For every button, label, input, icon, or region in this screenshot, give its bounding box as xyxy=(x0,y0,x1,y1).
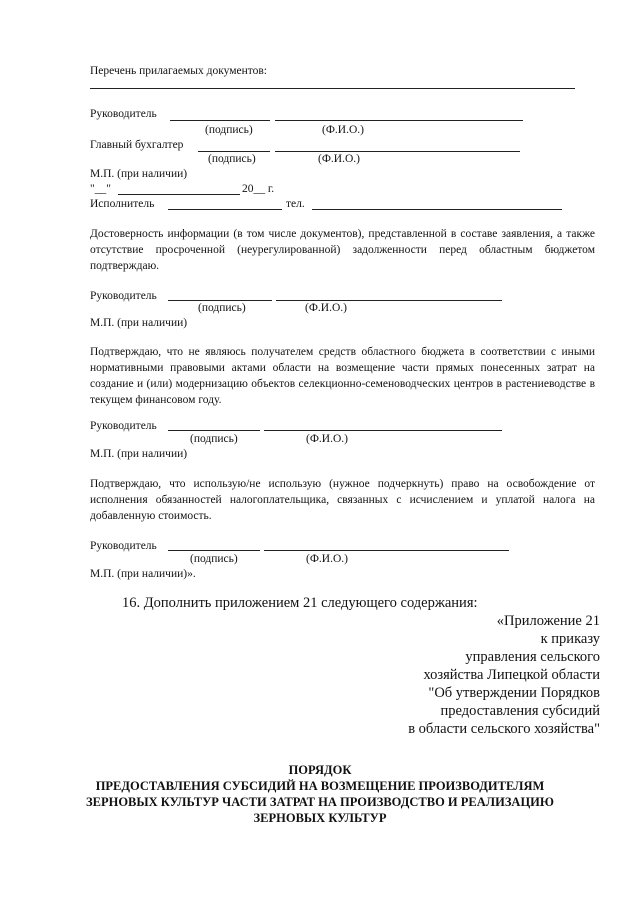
appendix-line: предоставления субсидий xyxy=(440,703,600,719)
tel-label: тел. xyxy=(286,198,305,210)
podpis-caption-accountant: (подпись) xyxy=(208,153,256,165)
fio-caption-2: (Ф.И.О.) xyxy=(305,302,347,314)
mp-label-2: М.П. (при наличии) xyxy=(90,317,188,329)
tel-line xyxy=(312,209,562,210)
fio-caption-1: (Ф.И.О.) xyxy=(322,124,364,136)
fio-line-1 xyxy=(275,120,523,121)
accountant-label: Главный бухгалтер xyxy=(90,139,184,151)
fio-caption-accountant: (Ф.И.О.) xyxy=(318,153,360,165)
podpis-caption-2: (подпись) xyxy=(198,302,246,314)
mp-label-4: М.П. (при наличии)». xyxy=(90,568,196,580)
podpis-caption-3: (подпись) xyxy=(190,433,238,445)
fio-caption-4: (Ф.И.О.) xyxy=(306,553,348,565)
head-label-3: Руководитель xyxy=(90,420,157,432)
fio-caption-3: (Ф.И.О.) xyxy=(306,433,348,445)
item-16: 16. Дополнить приложением 21 следующего содержания: xyxy=(122,595,478,611)
paragraph-vat: Подтверждаю, что использую/не использую (нужное подчеркнуть) право на освобождение от исполнения обязанностей налогоплательщика, связанных с исчислением и уплатой налога на добавленную стоимость. xyxy=(90,478,595,522)
paragraph-not-recipient: Подтверждаю, что не являюсь получателем средств областного бюджета в соответствии с иными нормативными правовыми актами области на возмещение части прямых понесенных затрат на создание и (или) модернизацию объектов селекционно-семеноводческих центров в растениеводстве в текущем финансовом году. xyxy=(90,346,595,406)
appendix-line: "Об утверждении Порядков xyxy=(428,685,600,701)
appendix-line: к приказу xyxy=(540,631,600,647)
fio-line-3 xyxy=(264,430,502,431)
head-label-2: Руководитель xyxy=(90,290,157,302)
document-title xyxy=(60,762,580,826)
title-line: ПОРЯДОК xyxy=(288,763,352,777)
executor-label: Исполнитель xyxy=(90,198,155,210)
appendix-line: управления сельского xyxy=(465,649,600,665)
signature-line-1 xyxy=(170,120,270,121)
appendix-line: «Приложение 21 xyxy=(496,613,600,629)
paragraph-reliability: Достоверность информации (в том числе документов), представленной в составе заявления, а также отсутствие просроченной (неурегулированной) задолженности перед областным бюджетом подтверждаю. xyxy=(90,228,595,272)
fio-line-accountant xyxy=(275,151,520,152)
fio-line-4 xyxy=(264,550,509,551)
title-line: ЗЕРНОВЫХ КУЛЬТУР ЧАСТИ ЗАТРАТ НА ПРОИЗВОДСТВО И РЕАЛИЗАЦИЮ xyxy=(86,795,554,809)
head-label-4: Руководитель xyxy=(90,540,157,552)
title-line: ЗЕРНОВЫХ КУЛЬТУР xyxy=(253,811,387,825)
attached-docs-label: Перечень прилагаемых документов: xyxy=(90,65,268,77)
title-line: ПРЕДОСТАВЛЕНИЯ СУБСИДИЙ НА ВОЗМЕЩЕНИЕ ПРОИЗВОДИТЕЛЯМ xyxy=(95,779,545,793)
date-year: 20__ г. xyxy=(242,183,275,195)
date-quote: "__" xyxy=(90,183,111,195)
appendix-line: в области сельского хозяйства" xyxy=(408,721,600,737)
mp-label-3: М.П. (при наличии) xyxy=(90,448,188,460)
head-label-1: Руководитель xyxy=(90,108,157,120)
podpis-caption-1: (подпись) xyxy=(205,124,253,136)
appendix-header xyxy=(408,612,600,738)
executor-line xyxy=(168,209,282,210)
podpis-caption-4: (подпись) xyxy=(190,553,238,565)
appendix-line: хозяйства Липецкой области xyxy=(423,667,600,683)
mp-label-1: М.П. (при наличии) xyxy=(90,168,188,180)
date-month-line xyxy=(118,194,240,195)
attached-docs-line xyxy=(90,88,575,89)
